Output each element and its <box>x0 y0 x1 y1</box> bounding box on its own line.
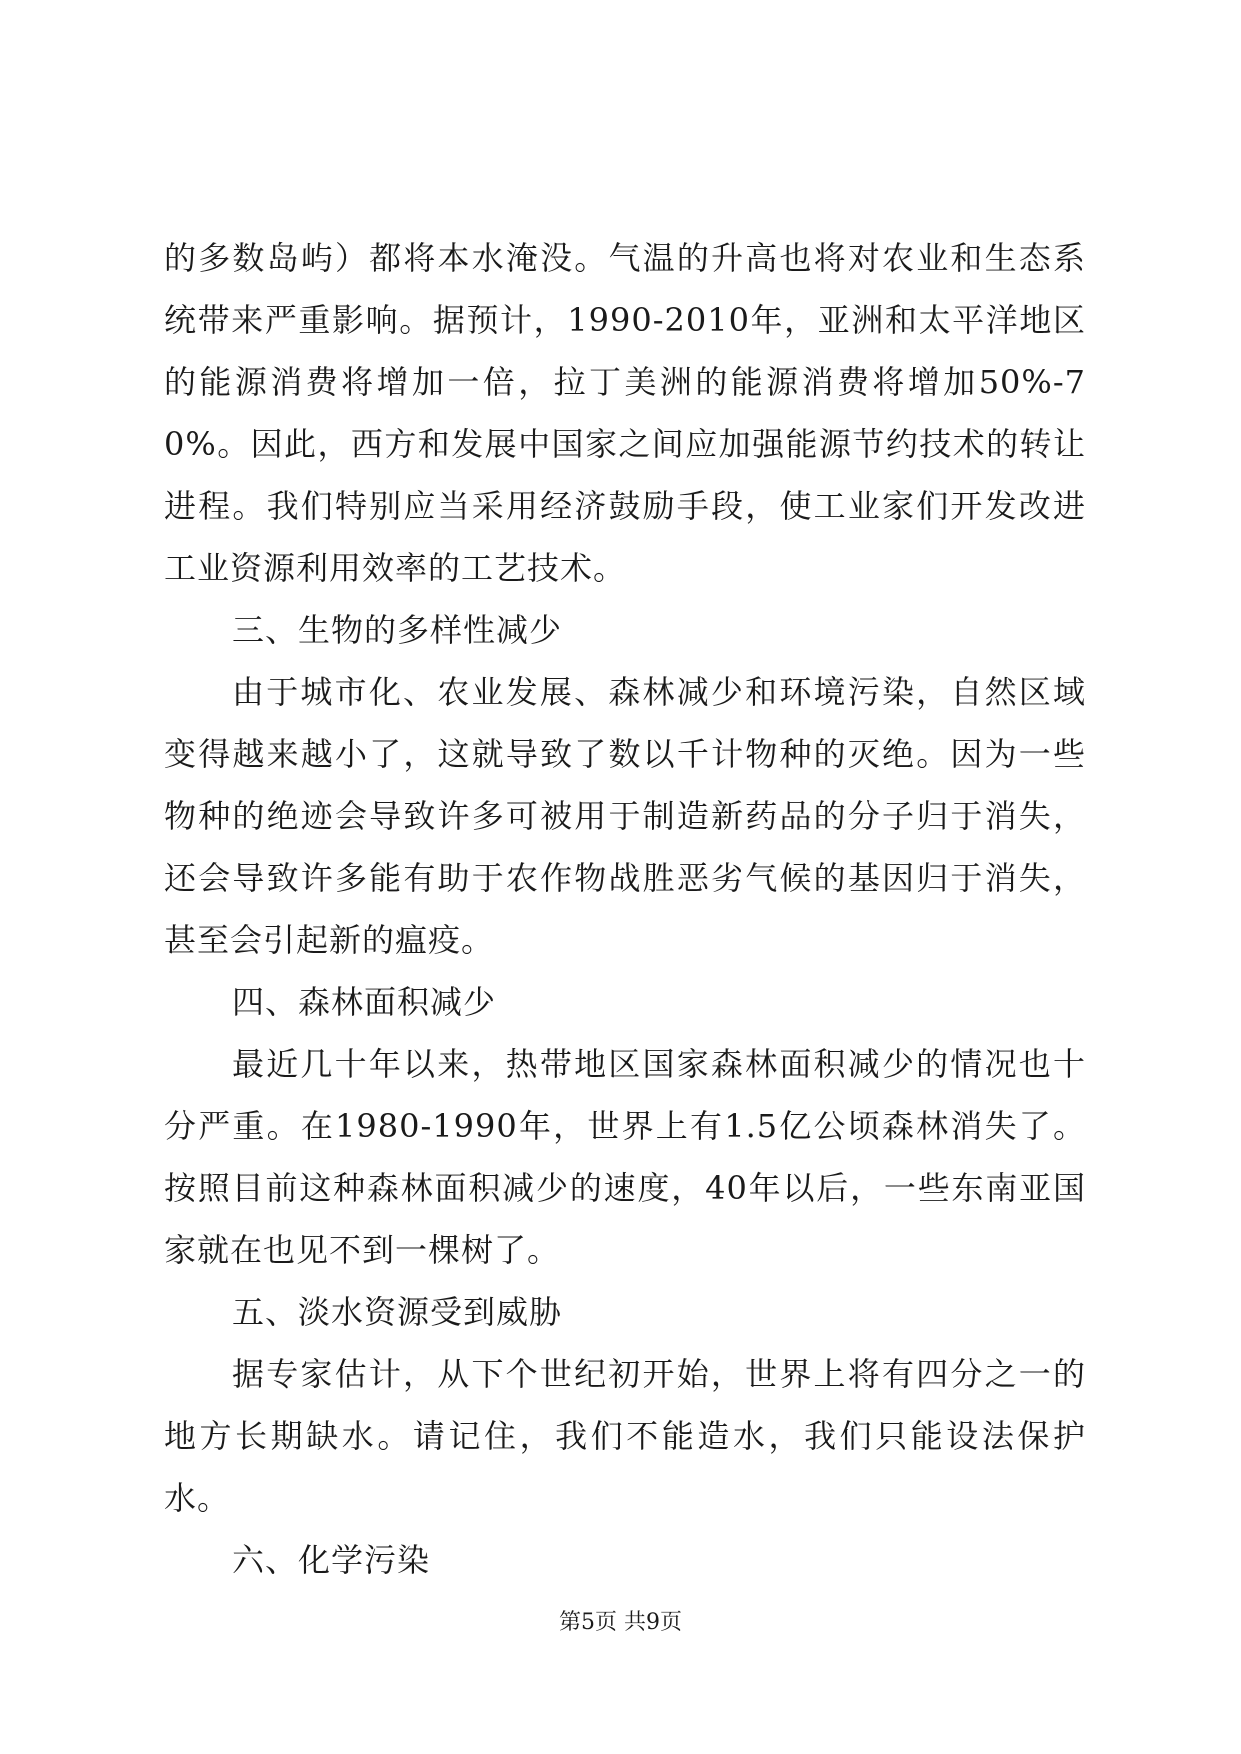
section-heading-chemical: 六、化学污染 <box>232 1541 431 1579</box>
paragraph-freshwater: 据专家估计，从下个世纪初开始，世界上将有四分之一的地方长期缺水。请记住，我们不能造水，我们只能设法保护水。 <box>164 1355 1086 1517</box>
section-heading-freshwater: 五、淡水资源受到威胁 <box>232 1293 563 1331</box>
paragraph-biodiversity: 由于城市化、农业发展、森林减少和环境污染，自然区域变得越来越小了，这就导致了数以千计物种的灭绝。因为一些物种的绝迹会导致许多可被用于制造新药品的分子归于消失，还会导致许多能有助于农作物战胜恶劣气候的基因归于消失，甚至会引起新的瘟疫。 <box>164 673 1086 959</box>
section-heading-biodiversity: 三、生物的多样性减少 <box>232 611 563 649</box>
section-heading-forest: 四、森林面积减少 <box>232 983 497 1021</box>
paragraph-forest: 最近几十年以来，热带地区国家森林面积减少的情况也十分严重。在1980-1990年，世界上有1.5亿公顷森林消失了。按照目前这种森林面积减少的速度，40年以后，一些东南亚国家就在也见不到一棵树了。 <box>164 1045 1086 1269</box>
page-body <box>164 227 1086 1591</box>
page-number-footer: 第5页 共9页 <box>559 1610 682 1635</box>
paragraph-continuation: 的多数岛屿）都将本水淹没。气温的升高也将对农业和生态系统带来严重影响。据预计，1990-2010年，亚洲和太平洋地区的能源消费将增加一倍，拉丁美洲的能源消费将增加50%-70%。因此，西方和发展中国家之间应加强能源节约技术的转让进程。我们特别应当采用经济鼓励手段，使工业家们开发改进工业资源利用效率的工艺技术。 <box>164 239 1086 587</box>
